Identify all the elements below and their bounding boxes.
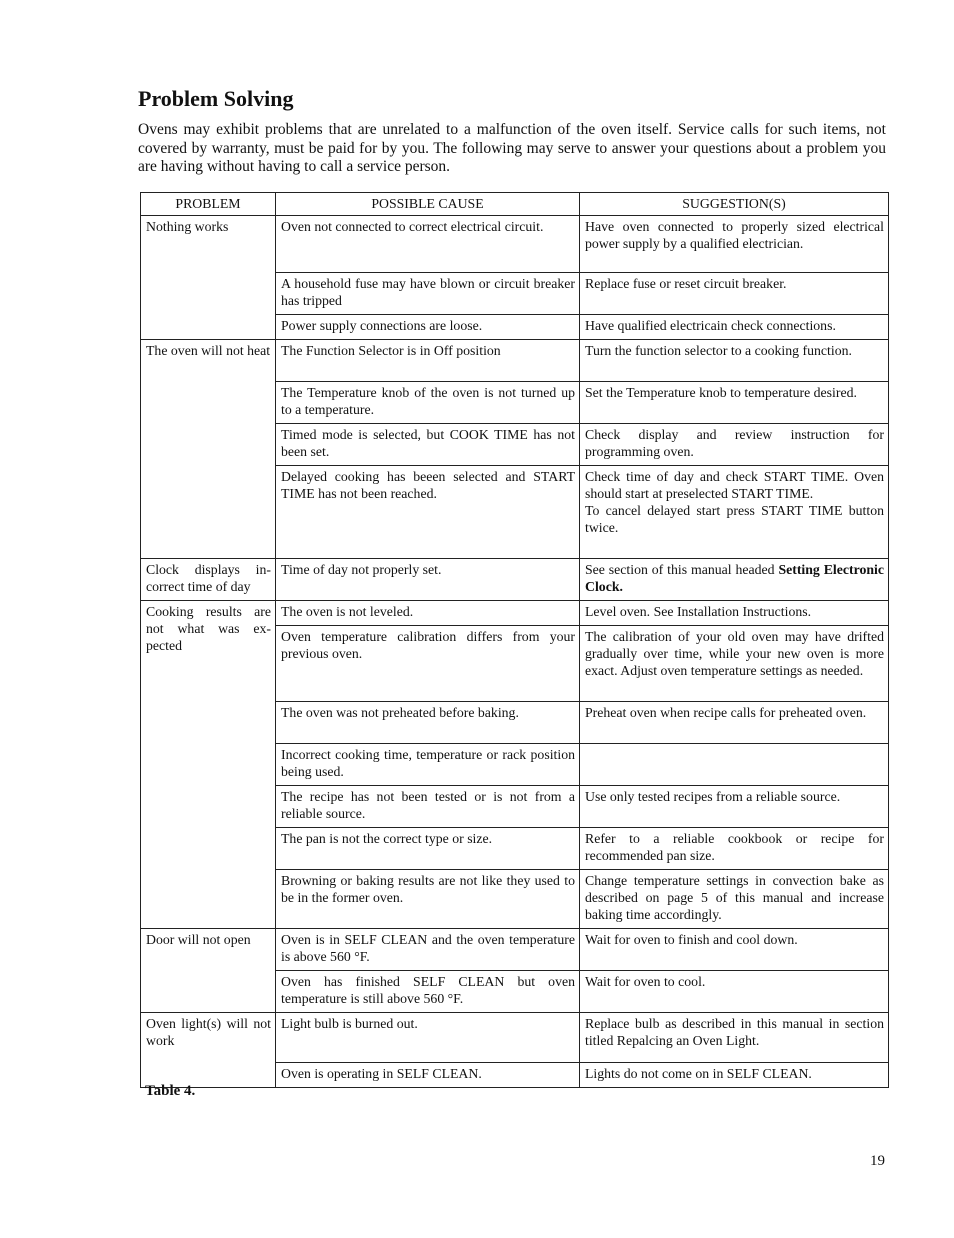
suggestion-text: See section of this manual headed (585, 562, 779, 577)
suggestion-cell (580, 466, 889, 559)
cause-cell: The recipe has not been tested or is not from a reliable source. (276, 786, 580, 828)
suggestion-cell: Lights do not come on in SELF CLEAN. (580, 1063, 889, 1088)
table-row (141, 601, 889, 626)
page-number: 19 (870, 1153, 885, 1169)
page-title: Problem Solving (138, 86, 294, 111)
suggestion-cell: Use only tested recipes from a reliable source. (580, 786, 889, 828)
suggestion-cell: Replace bulb as described in this manual in section titled Repalcing an Oven Light. (580, 1013, 889, 1063)
problem-cell: Cooking results are not what was ex-pected (141, 601, 276, 929)
cause-cell: Oven not connected to correct electrical circuit. (276, 216, 580, 273)
suggestion-cell: Turn the function selector to a cooking function. (580, 340, 889, 382)
cause-cell: The Temperature knob of the oven is not turned up to a temperature. (276, 382, 580, 424)
table-body (141, 216, 889, 1088)
cause-cell: The oven was not preheated before baking. (276, 702, 580, 744)
suggestion-cell: Replace fuse or reset circuit breaker. (580, 273, 889, 315)
header-suggestions: SUGGESTION(S) (580, 193, 889, 216)
suggestion-cell: Have qualified electricain check connections. (580, 315, 889, 340)
cause-cell: Browning or baking results are not like they used to be in the former oven. (276, 870, 580, 929)
cause-cell: Oven is operating in SELF CLEAN. (276, 1063, 580, 1088)
cause-cell: Light bulb is burned out. (276, 1013, 580, 1063)
problem-cell: Door will not open (141, 929, 276, 1013)
suggestion-cell: Wait for oven to finish and cool down. (580, 929, 889, 971)
table-row (141, 559, 889, 601)
table-header-row (141, 193, 889, 216)
cause-cell: Delayed cooking has beeen selected and START TIME has not been reached. (276, 466, 580, 559)
cause-cell: Incorrect cooking time, temperature or rack position being used. (276, 744, 580, 786)
suggestion-cell: Have oven connected to properly sized electrical power supply by a qualified electrician. (580, 216, 889, 273)
cause-cell: The Function Selector is in Off position (276, 340, 580, 382)
suggestion-cell: Check display and review instruction for programming oven. (580, 424, 889, 466)
suggestion-cell (580, 744, 889, 786)
table-row (141, 929, 889, 971)
cause-cell: A household fuse may have blown or circuit breaker has tripped (276, 273, 580, 315)
suggestion-line: To cancel delayed start press START TIME button twice. (585, 503, 884, 535)
table-row (141, 340, 889, 382)
intro-paragraph: Ovens may exhibit problems that are unrelated to a malfunction of the oven itself. Service calls for such items, not covered by warranty, must be paid for by you. The following may serve to answer your questions about a problem you are having without having to call a service person. (138, 121, 886, 175)
suggestion-cell (580, 559, 889, 601)
cause-cell: Time of day not properly set. (276, 559, 580, 601)
suggestion-cell: Wait for oven to cool. (580, 971, 889, 1013)
cause-cell: Oven temperature calibration differs from your previous oven. (276, 626, 580, 702)
header-possible-cause: POSSIBLE CAUSE (276, 193, 580, 216)
cause-cell: Timed mode is selected, but COOK TIME has not been set. (276, 424, 580, 466)
suggestion-cell: Level oven. See Installation Instructions. (580, 601, 889, 626)
suggestion-cell: The calibration of your old oven may have drifted gradually over time, while your new oven is more exact. Adjust oven temperature settings as needed. (580, 626, 889, 702)
cause-cell: The pan is not the correct type or size. (276, 828, 580, 870)
suggestion-emphasis: Setting Electronic Clock. (585, 562, 884, 594)
suggestion-cell: Change temperature settings in convection bake as described on page 5 of this manual and increase baking time accordingly. (580, 870, 889, 929)
problem-cell: Nothing works (141, 216, 276, 340)
problem-solving-table (140, 192, 889, 1088)
problem-cell: The oven will not heat (141, 340, 276, 559)
cause-cell: The oven is not leveled. (276, 601, 580, 626)
header-problem: PROBLEM (141, 193, 276, 216)
table-caption: Table 4. (145, 1083, 196, 1099)
cause-cell: Oven is in SELF CLEAN and the oven temperature is above 560 °F. (276, 929, 580, 971)
cause-cell: Power supply connections are loose. (276, 315, 580, 340)
table-row (141, 216, 889, 273)
problem-cell: Oven light(s) will not work (141, 1013, 276, 1088)
problem-cell: Clock displays in-correct time of day (141, 559, 276, 601)
suggestion-line: Check time of day and check START TIME. Oven should start at preselected START TIME. (585, 469, 884, 501)
suggestion-cell: Preheat oven when recipe calls for preheated oven. (580, 702, 889, 744)
suggestion-cell: Set the Temperature knob to temperature desired. (580, 382, 889, 424)
cause-cell: Oven has finished SELF CLEAN but oven temperature is still above 560 °F. (276, 971, 580, 1013)
table-row (141, 1013, 889, 1063)
suggestion-cell: Refer to a reliable cookbook or recipe for recommended pan size. (580, 828, 889, 870)
